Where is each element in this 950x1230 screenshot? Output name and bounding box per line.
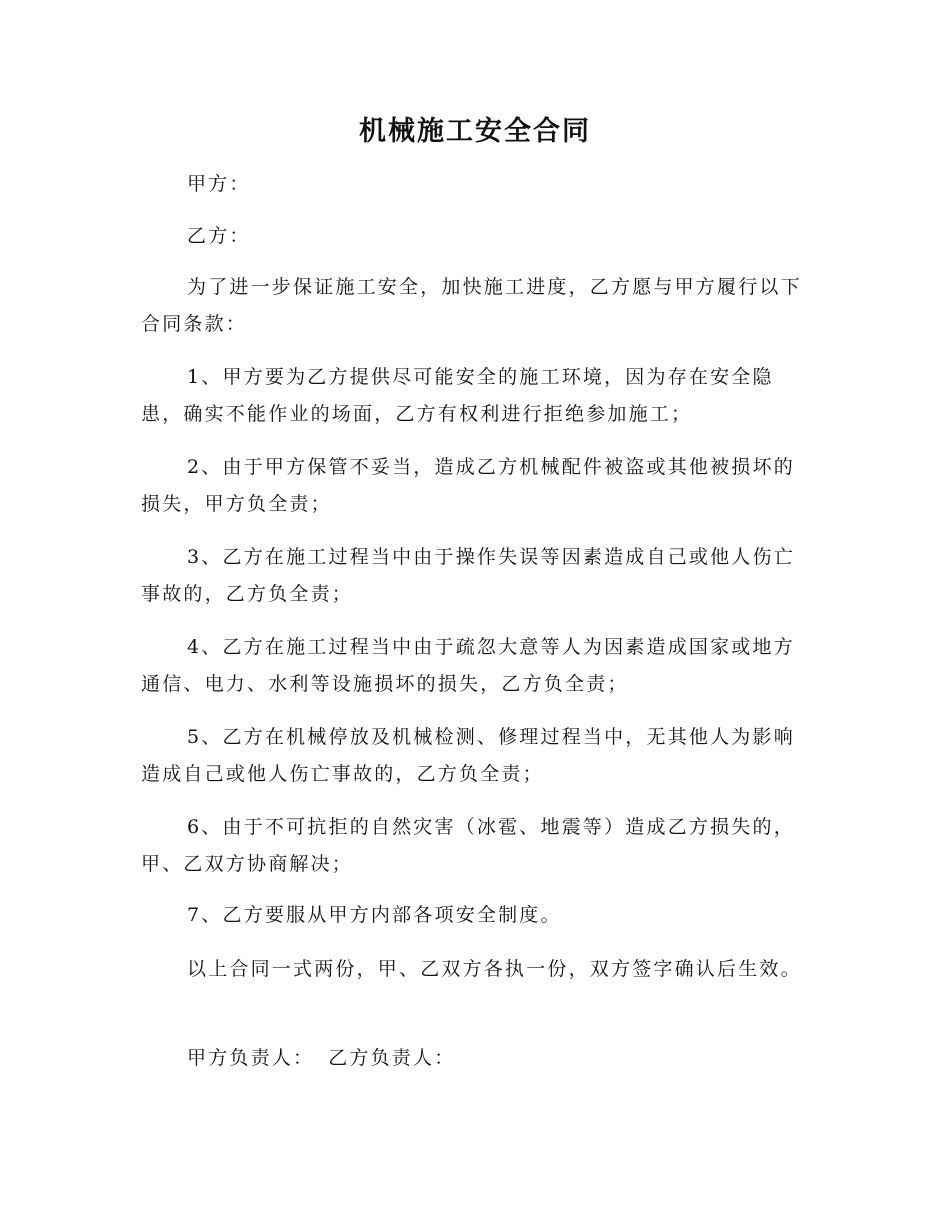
document-title: 机械施工安全合同: [359, 116, 591, 147]
party-a-label: 甲方：: [187, 173, 251, 195]
closing-paragraph: 以上合同一式两份，甲、乙双方各执一份，双方签字确认后生效。: [187, 958, 802, 980]
party-b-signature-label: 乙方负责人：: [328, 1047, 456, 1069]
clause-7: 7、乙方要服从甲方内部各项安全制度。: [187, 904, 562, 926]
clause-1: 1、甲方要为乙方提供尽可能安全的施工环境，因为存在安全隐患，确实不能作业的场面，乙方有权利进行拒绝参加施工；: [141, 366, 774, 425]
signature-row: [187, 1040, 455, 1077]
clause-6: 6、由于不可抗拒的自然灾害（冰雹、地震等）造成乙方损失的，甲、乙双方协商解决；: [141, 816, 795, 875]
clause-5: 5、乙方在机械停放及机械检测、修理过程当中，无其他人为影响造成自己或他人伤亡事故的，乙方负全责；: [141, 726, 795, 785]
clause-3: 3、乙方在施工过程当中由于操作失误等因素造成自己或他人伤亡事故的，乙方负全责；: [141, 546, 795, 605]
clause-2: 2、由于甲方保管不妥当，造成乙方机械配件被盗或其他被损坏的损失，甲方负全责；: [141, 456, 795, 515]
party-b-label: 乙方：: [187, 225, 251, 247]
party-a-signature-label: 甲方负责人：: [187, 1047, 315, 1069]
clause-4: 4、乙方在施工过程当中由于疏忽大意等人为因素造成国家或地方通信、电力、水利等设施损坏的损失，乙方负全责；: [141, 636, 795, 695]
intro-paragraph: 为了进一步保证施工安全，加快施工进度，乙方愿与甲方履行以下合同条款：: [141, 276, 802, 335]
